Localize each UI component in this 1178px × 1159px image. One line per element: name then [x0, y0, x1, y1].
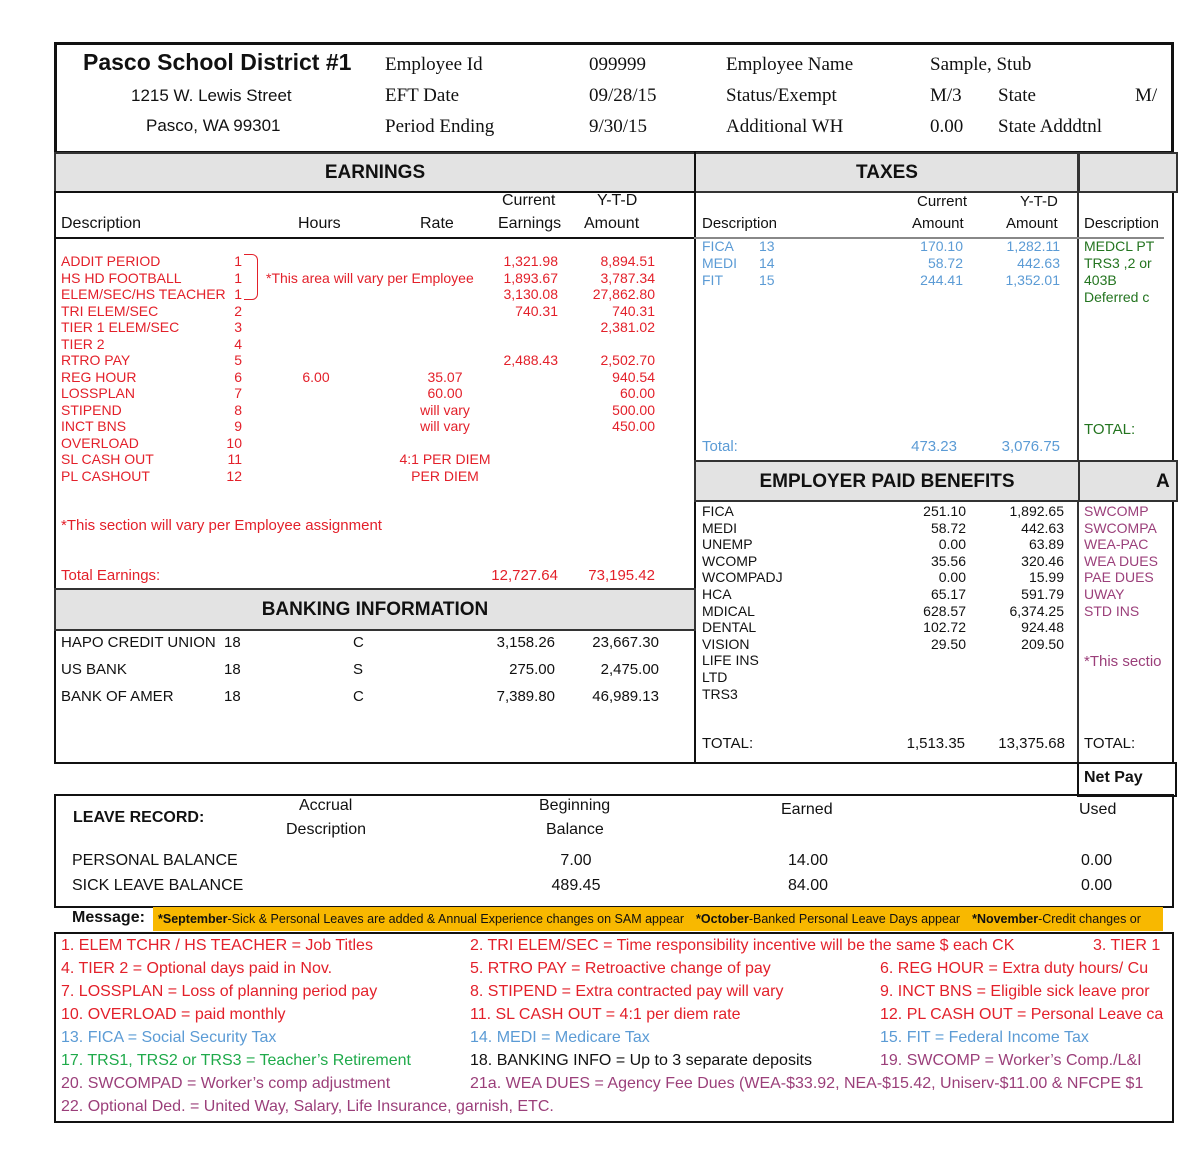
taxes-col-ytd: Amount [1006, 215, 1058, 232]
employer-benefits-desc: FICA [702, 503, 734, 519]
earnings-ytd: 2,381.02 [600, 319, 655, 335]
banking-ytd: 23,667.30 [592, 634, 659, 651]
district-address-2: Pasco, WA 99301 [146, 116, 281, 135]
leave-used: 0.00 [1081, 877, 1113, 894]
note-item: 22. Optional Ded. = United Way, Salary, Life Insurance, garnish, ETC. [61, 1098, 554, 1115]
note-item: 9. INCT BNS = Eligible sick leave pror [880, 983, 1150, 1000]
taxes-current: 58.72 [927, 255, 963, 271]
earnings-code: 12 [226, 467, 242, 484]
banking-code: 18 [224, 634, 241, 651]
banking-name: HAPO CREDIT UNION [61, 634, 216, 651]
epb-total-label: TOTAL: [702, 735, 754, 752]
employer-benefits-current: 35.56 [930, 552, 966, 569]
taxes-code: 14 [759, 255, 775, 271]
status-label: Status/Exempt [726, 85, 837, 106]
note-item: 6. REG HOUR = Extra duty hours/ Cu [880, 960, 1149, 977]
banking-code: 18 [224, 661, 241, 678]
message-text: -Sick & Personal Leaves are added & Annual Experience changes on SAM appear [227, 912, 685, 926]
banking-code: 18 [224, 688, 241, 705]
employer-benefits-desc: MEDI [702, 519, 737, 536]
leave-beginning: 489.45 [551, 877, 601, 894]
district-name: Pasco School District #1 [83, 49, 352, 75]
earnings-desc: TRI ELEM/SEC [61, 302, 159, 319]
message-month: *October [696, 912, 749, 926]
earnings-ytd: 500.00 [612, 401, 655, 418]
leave-beginning: 7.00 [560, 852, 592, 869]
note-item: 15. FIT = Federal Income Tax [880, 1029, 1089, 1046]
employer-benefits-ytd: 63.89 [1028, 536, 1064, 553]
taxes-current: 170.10 [920, 238, 963, 254]
status-value: M/3 [930, 85, 962, 106]
banking-ytd: 2,475.00 [600, 661, 659, 678]
employer-benefits-desc: UNEMP [702, 536, 753, 553]
deductions-desc: MEDCL PT [1084, 238, 1155, 254]
earnings-code: 4 [234, 335, 242, 352]
earnings-current: 1,321.98 [503, 253, 558, 269]
earnings-ytd: 27,862.80 [592, 286, 655, 302]
employer-benefits-desc: LIFE INS [702, 652, 759, 669]
employer-benefits-ytd: 6,374.25 [1009, 602, 1064, 619]
earnings-desc: RTRO PAY [61, 352, 131, 368]
taxes-total-ytd: 3,076.75 [1001, 438, 1060, 455]
taxes-col-desc: Description [702, 215, 778, 232]
additional-wh-label: Additional WH [726, 116, 844, 137]
vary-note: *This area will vary per Employee [266, 270, 474, 286]
additional-wh: 0.00 [930, 116, 964, 137]
after-tax-desc: WEA DUES [1084, 552, 1158, 569]
leave-col-earned: Earned [781, 801, 833, 818]
note-item: 4. TIER 2 = Optional days paid in Nov. [61, 960, 333, 977]
after-tax-header: A [1078, 460, 1178, 502]
employer-benefits-current: 58.72 [930, 519, 966, 536]
period-ending-label: Period Ending [385, 116, 495, 137]
taxes-header: TAXES [694, 152, 1080, 193]
earnings-col-rate: Rate [420, 215, 454, 232]
employer-benefits-ytd: 442.63 [1021, 519, 1064, 536]
earnings-desc: LOSSPLAN [61, 385, 135, 401]
after-tax-total-label: TOTAL: [1084, 735, 1136, 752]
banking-ytd: 46,989.13 [592, 688, 659, 705]
earnings-ytd: 8,894.51 [600, 253, 655, 269]
leave-col-beginning: Balance [546, 821, 604, 838]
note-item: 14. MEDI = Medicare Tax [470, 1029, 650, 1046]
earnings-code: 1 [234, 286, 242, 302]
employer-benefits-desc: WCOMP [702, 552, 758, 569]
note-item: 5. RTRO PAY = Retroactive change of pay [470, 960, 771, 977]
earnings-col-ytd: Amount [584, 215, 640, 232]
message-part [158, 912, 684, 926]
earnings-rate: will vary [420, 401, 470, 418]
banking-type: C [353, 634, 364, 651]
employer-benefits-desc: DENTAL [702, 619, 757, 636]
taxes-ytd: 442.63 [1017, 255, 1060, 271]
taxes-total-current: 473.23 [911, 438, 957, 455]
note-item: 13. FICA = Social Security Tax [61, 1029, 277, 1046]
after-tax-note: *This sectio [1084, 653, 1162, 670]
banking-current: 7,389.80 [496, 688, 555, 705]
taxes-col-ytd: Y-T-D [1020, 193, 1058, 210]
message-label: Message: [72, 909, 145, 926]
note-item: 10. OVERLOAD = paid monthly [61, 1006, 286, 1023]
banking-name: BANK OF AMER [61, 688, 174, 705]
leave-desc: SICK LEAVE BALANCE [72, 877, 244, 894]
employer-benefits-current: 0.00 [938, 569, 966, 586]
earnings-hours: 6.00 [302, 368, 330, 385]
epb-total-current: 1,513.35 [906, 735, 965, 752]
leave-title: LEAVE RECORD: [73, 809, 205, 826]
total-earnings-current: 12,727.64 [491, 567, 558, 584]
earnings-ytd: 3,787.34 [600, 269, 655, 286]
note-item: 21a. WEA DUES = Agency Fee Dues (WEA-$33.92, NEA-$15.42, Uniserv-$11.00 & NFCPE $1 [470, 1075, 1144, 1092]
employer-benefits-ytd: 591.79 [1021, 586, 1064, 602]
bracket [244, 254, 258, 300]
earnings-desc: TIER 2 [61, 335, 105, 352]
earnings-desc: PL CASHOUT [61, 467, 150, 484]
earnings-code: 1 [234, 253, 242, 269]
total-earnings-label: Total Earnings: [61, 567, 161, 584]
earnings-code: 11 [227, 451, 242, 467]
after-tax-desc: SWCOMP [1084, 503, 1149, 519]
employer-benefits-ytd: 15.99 [1028, 569, 1064, 586]
earnings-col-current: Current [502, 192, 556, 209]
state-additional-label: State Adddtnl [998, 116, 1102, 137]
earnings-desc: SL CASH OUT [61, 451, 154, 467]
employer-benefits-desc: LTD [702, 669, 728, 685]
leave-desc: PERSONAL BALANCE [72, 852, 238, 869]
section-note: *This section will vary per Employee assignment [61, 517, 382, 534]
banking-type: C [353, 688, 364, 705]
after-tax-desc: WEA-PAC [1084, 536, 1149, 553]
net-pay-label: Net Pay [1084, 769, 1143, 786]
employer-benefits-ytd: 320.46 [1021, 552, 1064, 569]
earnings-desc: REG HOUR [61, 368, 137, 385]
employer-benefits-current: 251.10 [923, 503, 966, 519]
taxes-desc: FICA [702, 238, 734, 254]
employer-benefits-ytd: 1,892.65 [1009, 503, 1064, 519]
employer-benefits-current: 628.57 [923, 602, 966, 619]
banking-header: BANKING INFORMATION [54, 588, 696, 631]
note-item: 2. TRI ELEM/SEC = Time responsibility incentive will be the same $ each CK [470, 937, 1015, 954]
taxes-total-label: Total: [702, 438, 738, 455]
taxes-current: 244.41 [920, 272, 963, 288]
earnings-ytd: 940.54 [612, 368, 655, 385]
earnings-desc: ADDIT PERIOD [61, 253, 161, 269]
earnings-ytd: 450.00 [612, 418, 655, 434]
message-month: *September [158, 912, 228, 926]
deductions-desc: 403B [1084, 272, 1117, 288]
divider [694, 152, 696, 764]
employer-benefits-header: EMPLOYER PAID BENEFITS [694, 460, 1080, 502]
earnings-rate: 60.00 [427, 385, 463, 401]
earnings-current: 2,488.43 [503, 352, 558, 368]
taxes-ytd: 1,282.11 [1006, 238, 1060, 254]
leave-col-accrual: Description [286, 821, 367, 838]
employer-benefits-current: 29.50 [930, 635, 966, 652]
message-part [696, 912, 960, 926]
earnings-header: EARNINGS [54, 152, 696, 193]
earnings-desc: ELEM/SEC/HS TEACHER [61, 286, 226, 302]
leave-col-beginning: Beginning [539, 797, 611, 814]
employee-id: 099999 [589, 54, 646, 75]
earnings-code: 9 [234, 418, 242, 434]
employer-benefits-current: 0.00 [938, 536, 966, 553]
taxes-desc: FIT [702, 272, 723, 288]
deductions-desc: TRS3 ,2 or [1084, 255, 1152, 271]
banking-current: 3,158.26 [496, 634, 555, 651]
note-item: 12. PL CASH OUT = Personal Leave ca [880, 1006, 1164, 1023]
eft-date: 09/28/15 [589, 85, 657, 106]
leave-earned: 84.00 [787, 877, 829, 894]
note-item: 20. SWCOMPAD = Worker’s comp adjustment [61, 1075, 391, 1092]
earnings-desc: STIPEND [61, 401, 122, 418]
leave-col-used: Used [1079, 801, 1117, 818]
period-ending: 9/30/15 [589, 116, 648, 137]
taxes-code: 13 [759, 238, 775, 254]
note-item: 17. TRS1, TRS2 or TRS3 = Teacher’s Retirement [61, 1052, 411, 1069]
earnings-code: 5 [234, 352, 242, 368]
earnings-ytd: 2,502.70 [600, 352, 655, 368]
earnings-current: 3,130.08 [503, 286, 558, 302]
note-item: 3. TIER 1 [1093, 937, 1161, 954]
message-text: -Credit changes or [1038, 912, 1141, 926]
after-tax-desc: PAE DUES [1084, 569, 1154, 586]
message-month: *November [972, 912, 1039, 926]
earnings-code: 6 [234, 368, 242, 385]
taxes-col-current: Current [917, 193, 968, 210]
total-earnings-ytd: 73,195.42 [588, 567, 655, 584]
earnings-desc: INCT BNS [61, 418, 127, 434]
earnings-desc: HS HD FOOTBALL [61, 269, 182, 286]
earnings-current: 740.31 [515, 302, 558, 319]
note-item: 19. SWCOMP = Worker’s Comp./L&I [880, 1052, 1142, 1069]
earnings-col-ytd: Y-T-D [597, 192, 638, 209]
earnings-rate: will vary [420, 418, 470, 434]
earnings-col-desc: Description [61, 215, 142, 232]
earnings-ytd: 740.31 [612, 302, 655, 319]
employer-benefits-desc: VISION [702, 635, 750, 652]
note-item: 11. SL CASH OUT = 4:1 per diem rate [470, 1006, 741, 1023]
employee-name: Sample, Stub [930, 54, 1032, 75]
earnings-code: 1 [234, 269, 242, 286]
earnings-code: 7 [234, 385, 242, 401]
message-bar [153, 907, 1163, 931]
earnings-code: 2 [234, 302, 242, 319]
epb-total-ytd: 13,375.68 [998, 735, 1065, 752]
banking-name: US BANK [61, 661, 127, 678]
employer-benefits-ytd: 209.50 [1021, 635, 1064, 652]
deductions-col-desc: Description [1084, 215, 1160, 232]
employer-benefits-ytd: 924.48 [1021, 619, 1064, 636]
earnings-code: 10 [226, 434, 242, 451]
deductions-header [1078, 152, 1178, 193]
earnings-ytd: 60.00 [619, 385, 655, 401]
leave-used: 0.00 [1081, 852, 1113, 869]
earnings-rate: 4:1 PER DIEM [399, 451, 491, 467]
earnings-current: 1,893.67 [503, 269, 558, 286]
employer-benefits-desc: TRS3 [702, 685, 738, 702]
taxes-desc: MEDI [702, 255, 737, 271]
leave-col-accrual: Accrual [299, 797, 353, 814]
taxes-ytd: 1,352.01 [1005, 272, 1060, 288]
employer-benefits-current: 65.17 [930, 586, 966, 602]
after-tax-desc: UWAY [1084, 586, 1125, 602]
earnings-code: 8 [234, 401, 242, 418]
after-tax-desc: SWCOMPA [1084, 519, 1157, 536]
note-item: 7. LOSSPLAN = Loss of planning period pay [61, 983, 378, 1000]
after-tax-desc: STD INS [1084, 602, 1140, 619]
message-text: -Banked Personal Leave Days appear [748, 912, 961, 926]
state-value: M/ [1135, 85, 1158, 106]
eft-date-label: EFT Date [385, 85, 460, 106]
taxes-col-current: Amount [912, 215, 964, 232]
state-label: State [998, 85, 1036, 106]
note-item: 1. ELEM TCHR / HS TEACHER = Job Titles [61, 937, 373, 954]
earnings-col-hours: Hours [298, 215, 341, 232]
leave-earned: 14.00 [787, 852, 829, 869]
employer-benefits-desc: WCOMPADJ [702, 569, 783, 586]
earnings-desc: TIER 1 ELEM/SEC [61, 319, 180, 335]
taxes-code: 15 [759, 272, 775, 288]
employee-id-label: Employee Id [385, 54, 483, 75]
employer-benefits-current: 102.72 [923, 619, 966, 636]
note-item: 8. STIPEND = Extra contracted pay will vary [470, 983, 784, 1000]
employee-name-label: Employee Name [726, 54, 854, 75]
earnings-desc: OVERLOAD [61, 434, 139, 451]
message-part [972, 912, 1141, 926]
district-address-1: 1215 W. Lewis Street [131, 86, 292, 105]
deductions-desc: Deferred c [1084, 289, 1150, 305]
earnings-col-current: Earnings [498, 215, 562, 232]
banking-current: 275.00 [509, 661, 555, 678]
banking-type: S [353, 661, 364, 678]
employer-benefits-desc: HCA [702, 586, 732, 602]
employer-benefits-desc: MDICAL [702, 602, 755, 619]
earnings-code: 3 [234, 319, 242, 335]
deductions-total-label: TOTAL: [1084, 421, 1136, 438]
earnings-rate: 35.07 [427, 368, 463, 385]
note-item: 18. BANKING INFO = Up to 3 separate deposits [470, 1052, 812, 1069]
earnings-rate: PER DIEM [411, 467, 479, 484]
